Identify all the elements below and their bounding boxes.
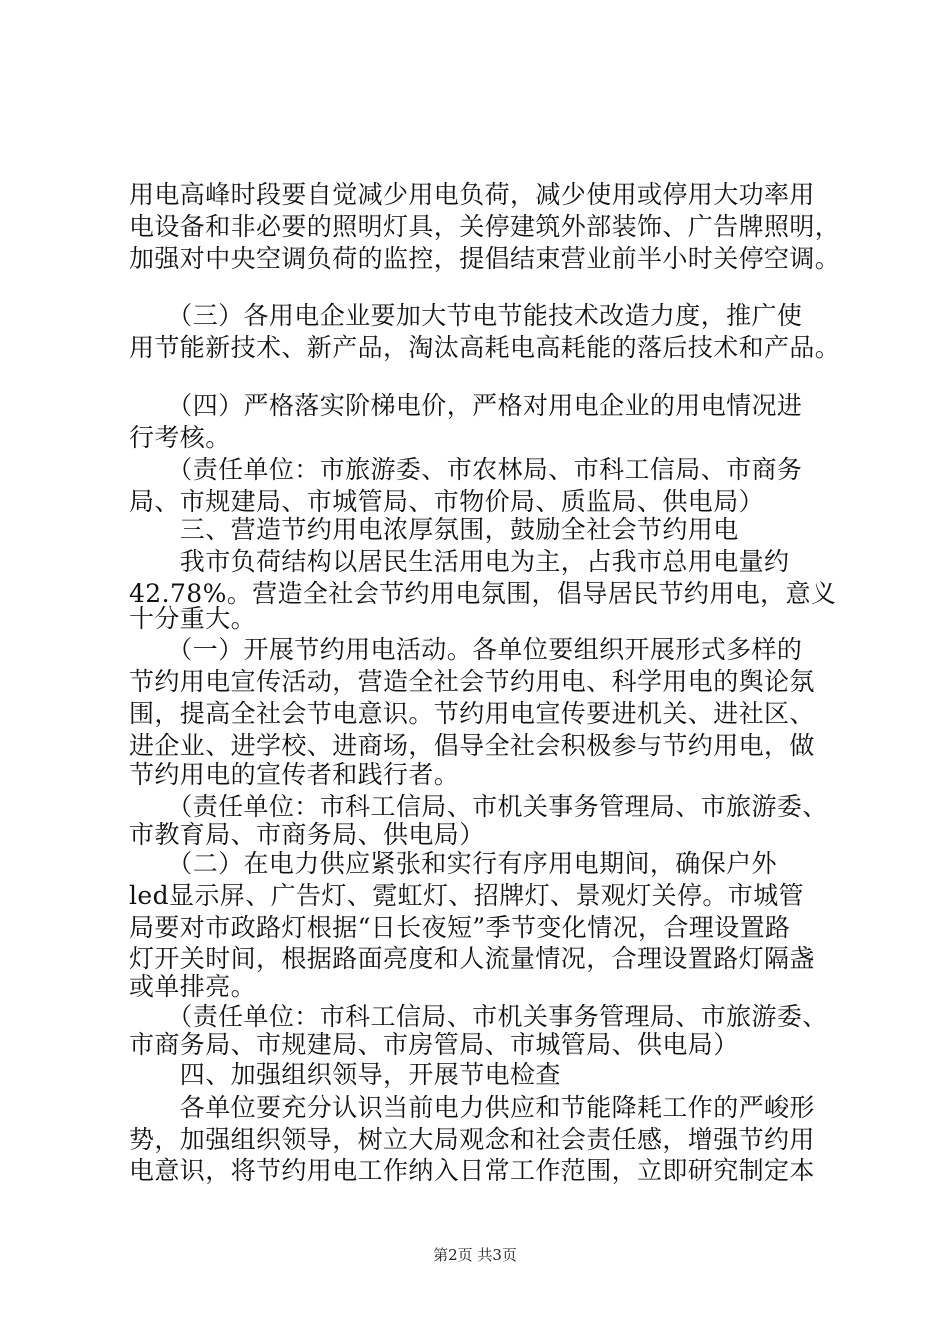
text-line: 进企业、进学校、进商场，倡导全社会积极参与节约用电，做 [129, 731, 815, 760]
section-heading: 四、加强组织领导，开展节电检查 [129, 1060, 561, 1089]
text-line: 行考核。 [129, 423, 231, 452]
text-line: 势，加强组织领导，树立大局观念和社会责任感，增强节约用 [129, 1125, 815, 1154]
text-line: 市教育局、市商务局、供电局） [129, 820, 485, 849]
text-line: 节约用电宣传活动，营造全社会节约用电、科学用电的舆论氛 [129, 667, 815, 696]
text-line: （四）严格落实阶梯电价，严格对用电企业的用电情况进 [129, 391, 803, 420]
text-line: 我市负荷结构以居民生活用电为主，占我市总用电量约 [129, 547, 790, 576]
text-line: led显示屏、广告灯、霓虹灯、招牌灯、景观灯关停。市城管 [129, 881, 804, 910]
text-line: 市商务局、市规建局、市房管局、市城管局、供电局） [129, 1030, 739, 1059]
text-line: 用电高峰时段要自觉减少用电负荷，减少使用或停用大功率用 [129, 180, 815, 209]
text-line: （责任单位：市科工信局、市机关事务管理局、市旅游委、 [129, 792, 828, 821]
text-line: 灯开关时间，根据路面亮度和人流量情况，合理设置路灯隔盏 [129, 944, 815, 973]
text-line: 十分重大。 [129, 604, 257, 633]
section-heading: 三、营造节约用电浓厚氛围，鼓励全社会节约用电 [129, 515, 739, 544]
text-line: 局、市规建局、市城管局、市物价局、质监局、供电局） [129, 487, 765, 516]
text-line: 用节能新技术、新产品，淘汰高耗电高耗能的落后技术和产品。 [129, 333, 841, 362]
text-line: （责任单位：市旅游委、市农林局、市科工信局、市商务 [129, 455, 803, 484]
text-line: 围，提高全社会节电意识。节约用电宣传要进机关、进社区、 [129, 699, 815, 728]
text-line: 或单排亮。 [129, 972, 257, 1001]
text-line: （一）开展节约用电活动。各单位要组织开展形式多样的 [129, 635, 803, 664]
text-line: （责任单位：市科工信局、市机关事务管理局、市旅游委、 [129, 1002, 828, 1031]
text-line: （二）在电力供应紧张和实行有序用电期间，确保户外 [129, 849, 777, 878]
text-line: 电设备和非必要的照明灯具，关停建筑外部装饰、广告牌照明， [129, 212, 841, 241]
text-line: 各单位要充分认识当前电力供应和节能降耗工作的严峻形 [129, 1093, 815, 1122]
text-line: 加强对中央空调负荷的监控，提倡结束营业前半小时关停空调。 [129, 244, 841, 273]
page-footer: 第2页 共3页 [433, 1246, 517, 1264]
text-line: （三）各用电企业要加大节电节能技术改造力度，推广使 [129, 301, 803, 330]
text-line: 局要对市政路灯根据“日长夜短”季节变化情况，合理设置路 [129, 913, 791, 942]
text-line: 电意识，将节约用电工作纳入日常工作范围，立即研究制定本 [129, 1156, 815, 1185]
text-line: 节约用电的宣传者和践行者。 [129, 760, 460, 789]
text-line: 42.78%。营造全社会节约用电氛围，倡导居民节约用电，意义 [129, 579, 837, 608]
